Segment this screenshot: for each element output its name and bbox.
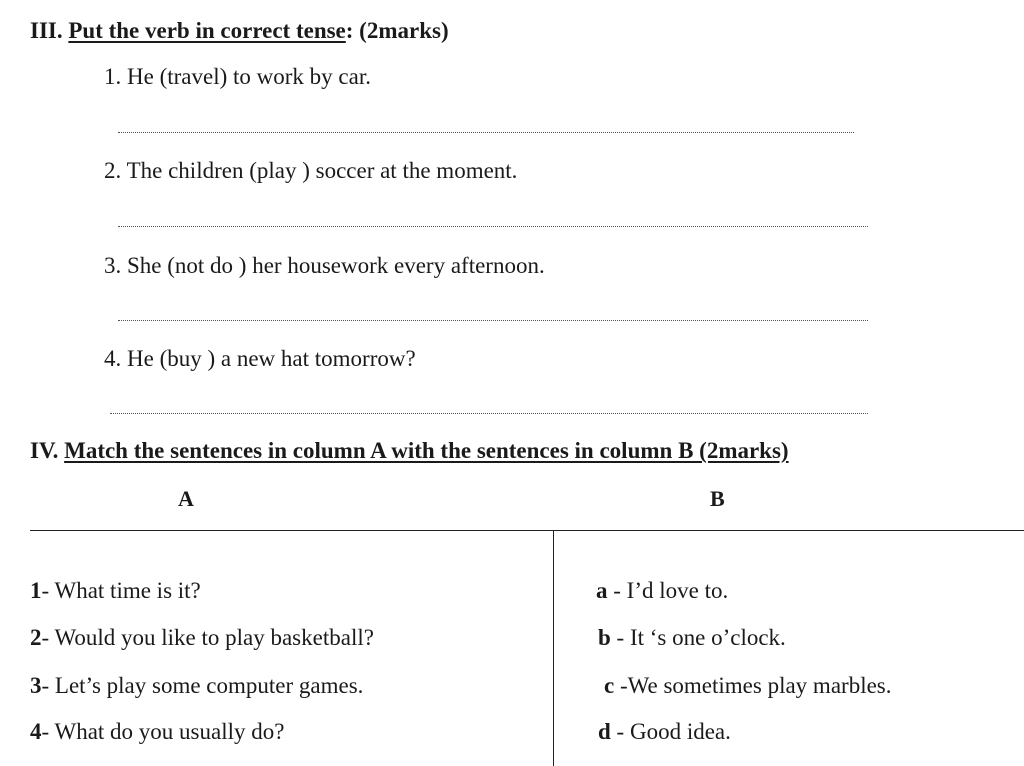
section-3-numeral: III.: [30, 18, 63, 43]
question-4: 4. He (buy ) a new hat tomorrow?: [104, 346, 416, 371]
question-1: 1. He (travel) to work by car.: [104, 64, 371, 89]
column-a-header: A: [178, 486, 194, 511]
section-4-title: Match the sentences in column A with the sentences in column B (2marks): [64, 438, 789, 463]
question-2: 2. The children (play ) soccer at the moment.: [104, 158, 518, 183]
section-3-heading: [30, 18, 449, 44]
answer-line-1: [118, 132, 854, 133]
column-a-row: 3- Let’s play some computer games.: [30, 673, 364, 698]
column-a-row: 2- Would you like to play basketball?: [30, 625, 374, 650]
column-b-header: B: [710, 486, 725, 511]
question-3: 3. She (not do ) her housework every afternoon.: [104, 253, 545, 278]
column-b-row: a - I’d love to.: [596, 578, 729, 603]
answer-line-2: [118, 226, 868, 227]
table-divider-horizontal: [30, 530, 1024, 531]
answer-line-3: [118, 320, 868, 321]
section-4-numeral: IV.: [30, 438, 59, 463]
column-b-row: b - It ‘s one o’clock.: [598, 625, 786, 650]
column-a-row: 1- What time is it?: [30, 578, 201, 603]
column-b-row: c -We sometimes play marbles.: [604, 673, 892, 698]
section-4-heading: [30, 438, 789, 464]
section-3-title: Put the verb in correct tense: [68, 18, 346, 43]
answer-line-4: [110, 413, 868, 414]
table-divider-vertical: [553, 530, 554, 766]
column-b-row: d - Good idea.: [598, 719, 731, 744]
column-a-row: 4- What do you usually do?: [30, 719, 285, 744]
section-3-marks: : (2marks): [345, 18, 449, 43]
